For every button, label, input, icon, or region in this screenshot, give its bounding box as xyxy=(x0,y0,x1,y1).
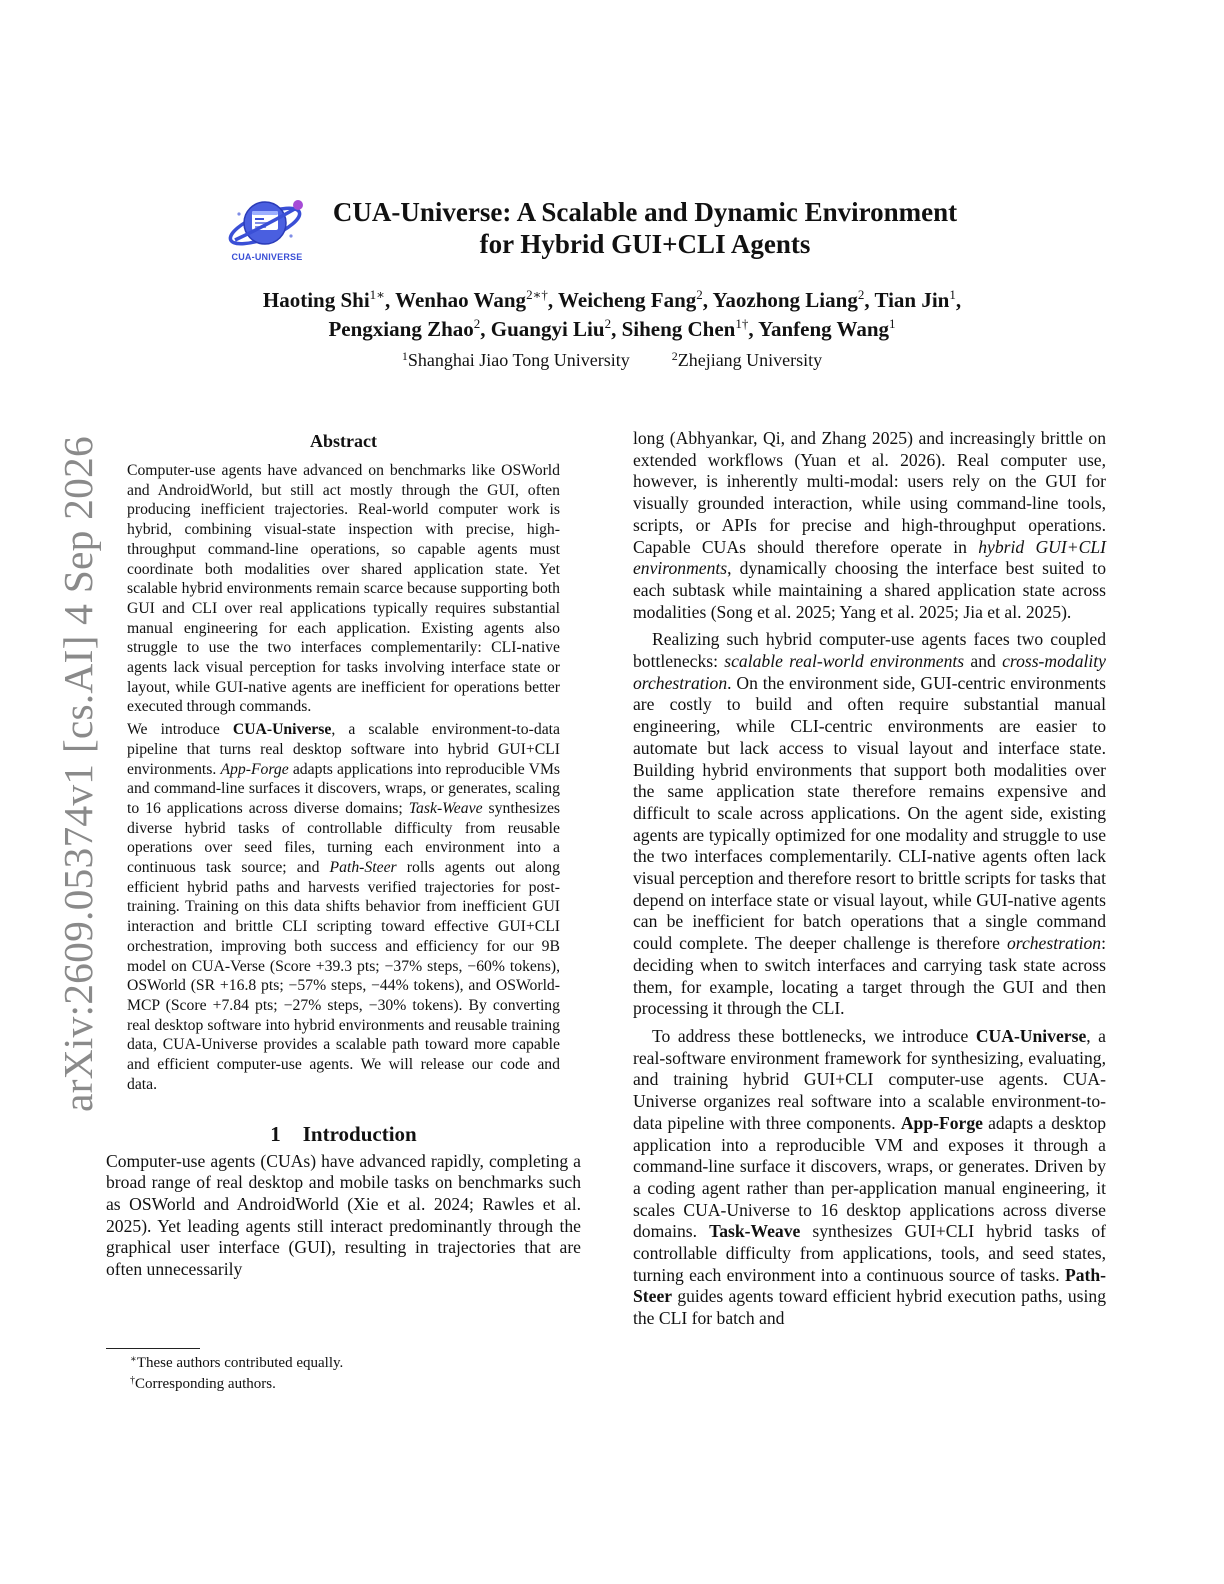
footnote-text: These authors contributed equally. xyxy=(136,1355,344,1371)
author-separator: , xyxy=(385,288,396,312)
logo xyxy=(225,192,309,266)
text-run: : deciding when to switch interfaces and carrying task state across them, for example, locating a target through the GUI and then processing it through the CLI. xyxy=(633,933,1106,1019)
emphasis: scalable real-world environments xyxy=(724,651,965,672)
author-separator: , xyxy=(864,288,875,312)
component-name: Task-Weave xyxy=(709,1221,801,1242)
logo-caption: CUA-UNIVERSE xyxy=(231,252,303,262)
author-name: Wenhao Wang xyxy=(395,288,527,312)
text-run: synthesizes diverse hybrid tasks of controllable difficulty from reusable operations over seed files, turning each environment into a continuous task source; and xyxy=(127,799,561,877)
author-separator: , xyxy=(611,317,622,341)
paper-title xyxy=(300,196,990,260)
emphasis: cross-modality orchestration xyxy=(633,651,1106,693)
author-name: Haoting Shi xyxy=(262,288,370,312)
section-title: Introduction xyxy=(302,1121,417,1146)
author-separator: , xyxy=(702,288,713,312)
text-run: . On the environment side, GUI-centric environments are costly to build and often require substantial manual engineering, while CLI-centric environments are easier to automate but lack access to visual layout and interface state. Building hybrid environments that support both modalities over the same application state therefore remains expensive and difficult to scale across applications. On the agent side, existing agents are typically optimized for one modality and struggle to use the two interfaces complementarily. CLI-native agents often lack visual perception and therefore resort to brittle scripts for tasks that depend on interface state or visual layout, while GUI-native agents can be inefficient for batch operations that a single command could complete. The deeper challenge is therefore xyxy=(633,672,1106,954)
emphasis: orchestration xyxy=(1006,933,1102,954)
title-line-1: CUA-Universe: A Scalable and Dynamic Environment xyxy=(332,197,958,227)
component-name: Path-Steer xyxy=(329,859,397,877)
component-name: Path-Steer xyxy=(633,1264,1106,1307)
title-line-2: for Hybrid GUI+CLI Agents xyxy=(479,229,811,259)
text-run: adapts applications into reproducible VMs and command-line surfaces it discovers, wraps, or generates, scaling to 16 applications across diverse domains; xyxy=(127,760,560,817)
abstract-heading: Abstract xyxy=(310,431,377,451)
intro-right-text xyxy=(633,428,1106,1330)
author-name: Yaozhong Liang xyxy=(712,288,858,312)
text-run: To address these bottlenecks, we introduce xyxy=(652,1025,976,1046)
footnote-text: Corresponding authors. xyxy=(135,1376,276,1392)
text-run: , dynamically choosing the interface best suited to each subtask while maintaining a shared application state across modalities (Song et al. 2025; Yang et al. 2025; Jia et al. 2025). xyxy=(633,558,1106,622)
author-name: Tian Jin xyxy=(874,288,950,312)
author-name: Yanfeng Wang xyxy=(758,317,890,341)
author-line-2 xyxy=(150,315,1074,344)
author-mark: 1 xyxy=(889,316,896,331)
component-name: App-Forge xyxy=(900,1112,983,1133)
text-run: guides agents toward efficient hybrid execution paths, using the CLI for batch and xyxy=(633,1286,1106,1329)
footnote-mark: ∗ xyxy=(130,1354,137,1365)
text-run: , a real-software environment framework for synthesizing, evaluating, and training hybrid GUI+CLI computer-use agents. CUA-Universe organizes real software into a scalable environment-to-data pipeline with three components. xyxy=(633,1025,1106,1133)
author-separator: , xyxy=(547,288,559,312)
affiliation-name: Zhejiang University xyxy=(677,350,823,370)
author-name: Siheng Chen xyxy=(621,317,736,341)
abstract-paragraph-2 xyxy=(127,720,560,1094)
text-run: , a scalable environment-to-data pipeline that turns real desktop software into hybrid GUI+CLI environments. xyxy=(127,721,560,778)
author-mark: 1† xyxy=(735,316,749,331)
section-number: 1 xyxy=(270,1121,281,1146)
author-separator: , xyxy=(748,317,759,341)
intro-left-text xyxy=(106,1151,581,1281)
text-run: and xyxy=(964,651,1003,672)
intro-paragraph-1: Computer-use agents (CUAs) have advanced rapidly, completing a broad range of real desktop and mobile tasks on benchmarks such as OSWorld and AndroidWorld (Xie et al. 2024; Rawles et al. 2025). Yet leading agents still interact predominantly through the graphical user interface (GUI), resulting in trajectories that are often unnecessarily xyxy=(106,1150,581,1280)
footnote-rule xyxy=(106,1348,200,1349)
abstract xyxy=(106,461,581,1095)
affiliation-mark: 2 xyxy=(671,349,678,363)
project-name: CUA-Universe xyxy=(975,1025,1087,1046)
author-list xyxy=(150,286,1074,344)
planet-with-window-icon xyxy=(225,192,309,252)
author-mark: 2 xyxy=(696,287,703,302)
author-mark: 2 xyxy=(473,316,481,331)
text-run: Realizing such hybrid computer-use agents faces two coupled bottlenecks: xyxy=(633,629,1106,672)
component-name: Task-Weave xyxy=(408,799,483,817)
left-column xyxy=(106,428,581,1281)
abstract-paragraph-1: Computer-use agents have advanced on benchmarks like OSWorld and AndroidWorld, but still act mostly through the GUI, often producing inefficient trajectories. Real-world computer work is hybrid, combining visual-state inspection with precise, high-throughput command-line operations, so capable agents must coordinate both modalities over shared application state. Yet scalable hybrid environments remain scarce because supporting both GUI and CLI over real applications typically requires substantial manual engineering for each application. Existing agents also struggle to use the two interfaces complementarily: CLI-native agents lack visual perception for tasks involving interface state or layout, while GUI-native agents are inefficient for operations better executed through commands. xyxy=(127,462,560,716)
author-name: Pengxiang Zhao xyxy=(328,317,474,341)
author-mark: 2 xyxy=(857,287,865,302)
intro-paragraph-3 xyxy=(633,1026,1106,1330)
affiliation-name: Shanghai Jiao Tong University xyxy=(407,350,630,370)
author-line-1 xyxy=(150,286,1074,315)
arxiv-identifier: arXiv:2609.05374v1 [cs.AI] 4 Sep 2026 xyxy=(55,436,101,1112)
author-separator: , xyxy=(955,288,962,312)
text-run: long (Abhyankar, Qi, and Zhang 2025) and increasingly brittle on extended workflows (Yuan et al. 2026). Real computer use, however, is inherently multi-modal: users rely on the GUI for visually grounded interaction, while using command-line tools, scripts, or APIs for precise and high-throughput operations. Capable CUAs should therefore operate in xyxy=(633,428,1106,557)
author-name: Weicheng Fang xyxy=(558,288,697,312)
footnote-2 xyxy=(106,1374,581,1395)
project-name: CUA-Universe xyxy=(232,721,332,739)
text-run: rolls agents out along efficient hybrid paths and harvests verified trajectories for post-training. Training on this data shifts behavior from inefficient GUI interaction and brittle CLI scripting toward effective GUI+CLI orchestration, improving both success and efficiency for our 9B model on CUA-Verse (Score +39.3 pts; −37% steps, −60% tokens), OSWorld (SR +16.8 pts; −57% steps, −44% tokens), and OSWorld-MCP (Score +7.84 pts; −27% steps, −30% tokens). By converting real desktop software into hybrid environments and reusable training data, CUA-Universe provides a scalable path toward more capable and efficient computer-use agents. We will release our code and data. xyxy=(127,859,560,1093)
intro-paragraph-1-continued xyxy=(633,428,1106,623)
author-mark: 2 xyxy=(604,316,612,331)
text-run: We introduce xyxy=(127,721,233,739)
author-name: Guangyi Liu xyxy=(490,317,605,341)
affiliations xyxy=(150,348,1074,372)
text-run: synthesizes GUI+CLI hybrid tasks of controllable difficulty from applications, tools, and seed states, turning each environment into a continuous source of tasks. xyxy=(633,1221,1107,1285)
section-heading-introduction xyxy=(106,1121,581,1147)
footnotes xyxy=(106,1348,581,1395)
footnote-mark: † xyxy=(130,1375,135,1386)
emphasis: hybrid GUI+CLI environments xyxy=(633,536,1106,579)
author-mark: 2∗† xyxy=(526,287,548,302)
right-column xyxy=(633,428,1106,1330)
text-run: adapts a desktop application into a reproducible VM and exposes it through a command-line surface it discovers, wraps, or generates. Driven by a coding agent rather than per-application manual engineering, it scales CUA-Universe to 16 desktop applications across diverse domains. xyxy=(633,1112,1106,1242)
author-separator: , xyxy=(480,317,491,341)
footnote-1 xyxy=(106,1353,581,1374)
intro-paragraph-2 xyxy=(633,629,1106,1020)
author-mark: 1 xyxy=(949,287,956,302)
affiliation-mark: 1 xyxy=(401,349,408,363)
component-name: App-Forge xyxy=(220,760,289,778)
author-mark: 1∗ xyxy=(369,287,386,302)
